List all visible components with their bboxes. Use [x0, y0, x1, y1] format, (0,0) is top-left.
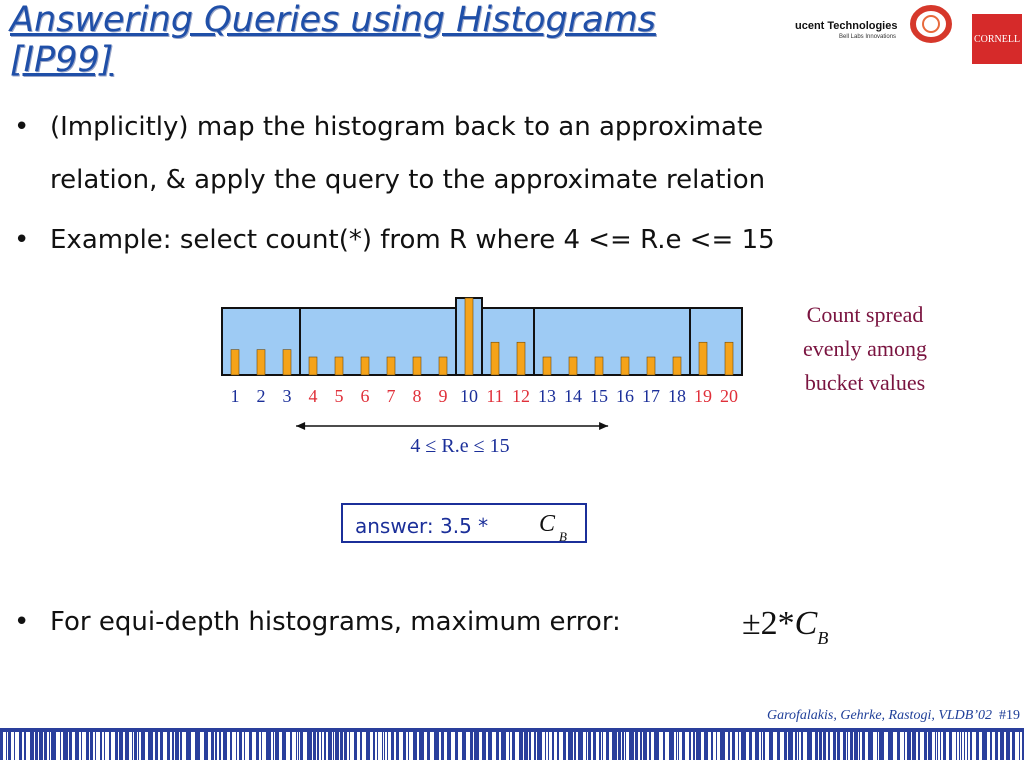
barcode-bar — [501, 732, 506, 760]
barcode-bar — [720, 732, 725, 760]
barcode-bar — [552, 732, 554, 760]
barcode-bar — [313, 732, 316, 760]
footer-citation: Garofalakis, Gehrke, Rastogi, VLDB’02 — [766, 708, 992, 723]
barcode-bar — [629, 732, 634, 760]
barcode-bar — [995, 732, 998, 760]
barcode-bar — [63, 732, 68, 760]
barcode-bar — [488, 732, 492, 760]
histogram-bar — [465, 298, 473, 375]
barcode-bar — [148, 732, 153, 760]
barcode-bar — [1019, 732, 1020, 760]
barcode-bar — [321, 732, 322, 760]
footer-page-number: 19 — [1006, 708, 1020, 723]
barcode-bar — [391, 732, 394, 760]
barcode-bar — [419, 732, 424, 760]
answer-math-sub: B — [559, 529, 567, 544]
barcode-bar — [964, 732, 965, 760]
barcode-bar — [693, 732, 695, 760]
barcode-bar — [377, 732, 378, 760]
barcode-bar — [470, 732, 473, 760]
barcode-bar — [534, 732, 536, 760]
barcode-bar — [204, 732, 208, 760]
footer-barcode-strip — [0, 728, 1024, 760]
barcode-bar — [141, 732, 145, 760]
bullet-marker: • — [14, 607, 30, 637]
barcode-bar — [186, 732, 191, 760]
barcode-bar — [236, 732, 237, 760]
histogram-bar — [387, 357, 395, 375]
barcode-bar — [897, 732, 900, 760]
barcode-bar — [990, 732, 992, 760]
barcode-bar — [557, 732, 559, 760]
cornell-logo: CORNELL — [972, 14, 1022, 64]
barcode-bar — [640, 732, 642, 760]
answer-text: answer: 3.5 * — [355, 514, 489, 538]
barcode-bar — [548, 732, 549, 760]
barcode-bar — [777, 732, 780, 760]
barcode-bar — [823, 732, 826, 760]
barcode-bar — [447, 732, 451, 760]
barcode-bar — [574, 732, 576, 760]
histogram-bar — [231, 350, 239, 375]
range-arrow-left-head — [296, 422, 305, 430]
barcode-bar — [602, 732, 603, 760]
barcode-bar — [850, 732, 853, 760]
barcode-bar — [512, 732, 515, 760]
barcode-bar — [967, 732, 968, 760]
range-arrow-right-head — [599, 422, 608, 430]
slide-title-line2: [IP99] — [10, 40, 114, 80]
error-formula-sub: B — [817, 628, 829, 648]
barcode-bar — [676, 732, 677, 760]
barcode-bar — [344, 732, 347, 760]
histogram-bar — [569, 357, 577, 375]
histogram-value-label: 20 — [720, 386, 738, 406]
barcode-bar — [324, 732, 326, 760]
histogram-bar — [725, 342, 733, 375]
barcode-bar — [496, 732, 499, 760]
barcode-bar — [75, 732, 79, 760]
error-formula — [742, 605, 828, 649]
barcode-bar — [95, 732, 96, 760]
barcode-bar — [119, 732, 123, 760]
barcode-bar — [81, 732, 82, 760]
barcode-bar — [937, 732, 938, 760]
barcode-bar — [854, 732, 858, 760]
histogram-bar — [647, 357, 655, 375]
barcode-bar — [273, 732, 274, 760]
barcode-bar — [24, 732, 26, 760]
barcode-bar — [970, 732, 972, 760]
histogram-bar — [621, 357, 629, 375]
barcode-bar — [51, 732, 56, 760]
barcode-bar — [49, 732, 50, 760]
barcode-bar — [879, 732, 884, 760]
barcode-bar — [741, 732, 746, 760]
barcode-bar — [678, 732, 679, 760]
histogram-value-label: 9 — [438, 386, 448, 406]
barcode-bar — [738, 732, 739, 760]
barcode-bar — [155, 732, 158, 760]
barcode-bar — [643, 732, 647, 760]
barcode-bar — [862, 732, 865, 760]
barcode-bar — [282, 732, 286, 760]
barcode-bar — [732, 732, 735, 760]
error-formula-pm: ± — [742, 605, 761, 642]
barcode-bar — [60, 732, 61, 760]
barcode-bar — [266, 732, 271, 760]
barcode-bar — [134, 732, 137, 760]
barcode-bar — [180, 732, 182, 760]
barcode-bar — [86, 732, 89, 760]
barcode-bar — [682, 732, 685, 760]
barcode-bar — [943, 732, 946, 760]
barcode-bar — [663, 732, 665, 760]
barcode-bar — [625, 732, 626, 760]
barcode-bar — [828, 732, 830, 760]
barcode-bar — [290, 732, 292, 760]
barcode-bar — [384, 732, 385, 760]
barcode-bar — [563, 732, 566, 760]
barcode-bar — [474, 732, 479, 760]
bullet-1-line-1: (Implicitly) map the histogram back to an approximate — [50, 112, 764, 142]
barcode-bar — [382, 732, 383, 760]
histogram-bar — [257, 350, 265, 375]
barcode-bar — [654, 732, 659, 760]
barcode-bar — [949, 732, 952, 760]
barcode-bar — [14, 732, 15, 760]
barcode-bar — [6, 732, 7, 760]
bullet-1-line-2: relation, & apply the query to the approximate relation — [50, 165, 766, 195]
barcode-bar — [635, 732, 638, 760]
barcode-bar — [109, 732, 111, 760]
side-note — [770, 298, 960, 400]
barcode-bar — [160, 732, 163, 760]
barcode-bar — [175, 732, 179, 760]
barcode-bar — [622, 732, 624, 760]
barcode-bar — [167, 732, 170, 760]
barcode-bar — [35, 732, 38, 760]
barcode-bar — [940, 732, 941, 760]
barcode-bar — [482, 732, 486, 760]
barcode-bar — [195, 732, 200, 760]
barcode-bar — [328, 732, 332, 760]
histogram-bar — [283, 350, 291, 375]
barcode-bar — [275, 732, 279, 760]
barcode-bar — [300, 732, 303, 760]
histogram-value-label: 16 — [616, 386, 634, 406]
barcode-bar — [441, 732, 444, 760]
barcode-bar — [537, 732, 542, 760]
bullet-marker: • — [14, 112, 30, 142]
histogram-bucket — [534, 308, 690, 375]
barcode-bar — [918, 732, 920, 760]
barcode-bar — [599, 732, 601, 760]
barcode-bar — [924, 732, 927, 760]
answer-box — [341, 503, 587, 543]
histogram-value-label: 13 — [538, 386, 556, 406]
barcode-bar — [711, 732, 713, 760]
barcode-bar — [354, 732, 357, 760]
barcode-bar — [19, 732, 22, 760]
barcode-bar — [8, 732, 11, 760]
barcode-bar — [219, 732, 221, 760]
barcode-bar — [298, 732, 299, 760]
histogram-bar — [413, 357, 421, 375]
barcode-bar — [784, 732, 787, 760]
barcode-bar — [100, 732, 102, 760]
barcode-bar — [545, 732, 546, 760]
barcode-bar — [618, 732, 621, 760]
barcode-bar — [928, 732, 932, 760]
barcode-bar — [529, 732, 531, 760]
barcode-bar — [888, 732, 893, 760]
lucent-logo-tagline: Bell Labs Innovations — [839, 34, 897, 40]
histogram-bar — [517, 342, 525, 375]
side-note-line: Count spread — [806, 302, 924, 327]
barcode-bar — [39, 732, 43, 760]
barcode-bar — [755, 732, 759, 760]
barcode-bar — [30, 732, 34, 760]
barcode-bar — [833, 732, 836, 760]
barcode-bar — [211, 732, 214, 760]
barcode-bar — [387, 732, 388, 760]
barcode-bar — [696, 732, 701, 760]
barcode-bar — [413, 732, 417, 760]
barcode-bar — [982, 732, 987, 760]
barcode-bar — [125, 732, 129, 760]
barcode-bar — [807, 732, 812, 760]
bullet-marker: • — [14, 225, 30, 255]
barcode-bar — [649, 732, 651, 760]
footer-page-prefix: # — [999, 708, 1006, 723]
barcode-bar — [69, 732, 72, 760]
histogram-value-label: 4 — [308, 386, 318, 406]
barcode-bar — [904, 732, 905, 760]
histogram-value-label: 3 — [282, 386, 292, 406]
histogram-bar — [439, 357, 447, 375]
barcode-bar — [859, 732, 860, 760]
barcode-bar — [593, 732, 596, 760]
barcode-bar — [249, 732, 252, 760]
histogram-value-label: 7 — [386, 386, 396, 406]
histogram-value-label: 18 — [668, 386, 686, 406]
barcode-bar — [408, 732, 409, 760]
barcode-bar — [360, 732, 362, 760]
slide-title-line1: Answering Queries using Histograms — [10, 0, 656, 40]
barcode-bar — [1000, 732, 1004, 760]
barcode-bar — [519, 732, 523, 760]
barcode-bar — [90, 732, 93, 760]
histogram-bar — [543, 357, 551, 375]
barcode-bar — [761, 732, 762, 760]
barcode-bar — [230, 732, 232, 760]
histogram-value-label: 15 — [590, 386, 608, 406]
barcode-bar — [403, 732, 406, 760]
barcode-bar — [843, 732, 846, 760]
histogram-bar — [673, 357, 681, 375]
histogram-bar — [309, 357, 317, 375]
barcode-bar — [1006, 732, 1010, 760]
barcode-bar — [798, 732, 799, 760]
histogram-bucket — [482, 308, 534, 375]
histogram-value-label: 11 — [486, 386, 504, 406]
barcode-bar — [586, 732, 587, 760]
barcode-bar — [716, 732, 717, 760]
barcode-bar — [215, 732, 217, 760]
barcode-bar — [256, 732, 259, 760]
barcode-bar — [455, 732, 458, 760]
histogram-bar — [335, 357, 343, 375]
side-note-line: bucket values — [804, 370, 926, 395]
barcode-bar — [749, 732, 752, 760]
histogram-bar — [491, 342, 499, 375]
histogram-value-label: 10 — [460, 386, 478, 406]
histogram-bar — [699, 342, 707, 375]
barcode-bar — [588, 732, 591, 760]
barcode-bar — [296, 732, 297, 760]
barcode-bar — [366, 732, 370, 760]
side-note-line: evenly among — [802, 336, 928, 361]
barcode-bar — [396, 732, 399, 760]
barcode-bar — [462, 732, 466, 760]
barcode-top-band — [0, 728, 1024, 732]
barcode-bar — [606, 732, 609, 760]
barcode-bar — [509, 732, 510, 760]
barcode-bar — [868, 732, 873, 760]
histogram-value-label: 5 — [334, 386, 344, 406]
barcode-bar — [0, 732, 3, 760]
histogram-bar — [361, 357, 369, 375]
barcode-bar — [837, 732, 840, 760]
barcode-bar — [261, 732, 262, 760]
barcode-bar — [877, 732, 878, 760]
histogram-value-label: 8 — [412, 386, 422, 406]
barcode-bar — [976, 732, 979, 760]
barcode-bar — [819, 732, 822, 760]
barcode-bar — [788, 732, 793, 760]
barcode-bar — [373, 732, 375, 760]
barcode-bar — [434, 732, 439, 760]
histogram-value-label: 19 — [694, 386, 712, 406]
histogram-value-label: 2 — [256, 386, 266, 406]
histogram-value-label: 17 — [642, 386, 660, 406]
barcode-bar — [172, 732, 174, 760]
barcode-bar — [317, 732, 319, 760]
barcode-bar — [568, 732, 573, 760]
bullet-3 — [0, 607, 720, 647]
barcode-bar — [524, 732, 528, 760]
histogram-bar — [595, 357, 603, 375]
barcode-bar — [333, 732, 334, 760]
barcode-bar — [244, 732, 245, 760]
barcode-bar — [728, 732, 730, 760]
barcode-bar — [795, 732, 797, 760]
barcode-bar — [132, 732, 133, 760]
barcode-bar — [689, 732, 691, 760]
histogram-value-label: 1 — [230, 386, 240, 406]
range-label: 4 ≤ R.e ≤ 15 — [410, 435, 510, 457]
barcode-bar — [763, 732, 765, 760]
lucent-logo-name: ucent Technologies — [795, 20, 898, 32]
bullet-3-line-1: For equi-depth histograms, maximum error: — [50, 607, 621, 637]
barcode-bar — [427, 732, 430, 760]
barcode-bar — [769, 732, 773, 760]
histogram-value-label: 12 — [512, 386, 530, 406]
barcode-bar — [335, 732, 339, 760]
barcode-bar — [115, 732, 118, 760]
footer — [650, 708, 1020, 724]
barcode-bar — [612, 732, 617, 760]
barcode-bar — [104, 732, 105, 760]
barcode-bar — [349, 732, 350, 760]
barcode-bar — [578, 732, 583, 760]
barcode-bar — [704, 732, 708, 760]
error-formula-factor: 2* — [760, 605, 795, 642]
barcode-bar — [138, 732, 139, 760]
barcode-bar — [44, 732, 47, 760]
barcode-bar — [956, 732, 957, 760]
barcode-bar — [340, 732, 343, 760]
barcode-bar — [801, 732, 803, 760]
barcode-bar — [239, 732, 242, 760]
barcode-bar — [961, 732, 962, 760]
barcode-bar — [1012, 732, 1015, 760]
barcode-bar — [815, 732, 818, 760]
bullet-2-line-1: Example: select count(*) from R where 4 <= R.e <= 15 — [50, 225, 775, 255]
histogram-value-label: 14 — [564, 386, 582, 406]
barcode-bar — [669, 732, 674, 760]
histogram-value-label: 6 — [360, 386, 370, 406]
barcode-bar — [912, 732, 916, 760]
barcode-bar — [959, 732, 960, 760]
barcode-bar — [307, 732, 312, 760]
histogram-bucket — [300, 308, 456, 375]
barcode-bar — [907, 732, 911, 760]
barcode-bar — [935, 732, 936, 760]
barcode-bar — [223, 732, 227, 760]
barcode-bar — [847, 732, 848, 760]
error-formula-main: C — [794, 605, 818, 642]
answer-math-main: C — [539, 511, 556, 537]
histogram-bucket — [690, 308, 742, 375]
